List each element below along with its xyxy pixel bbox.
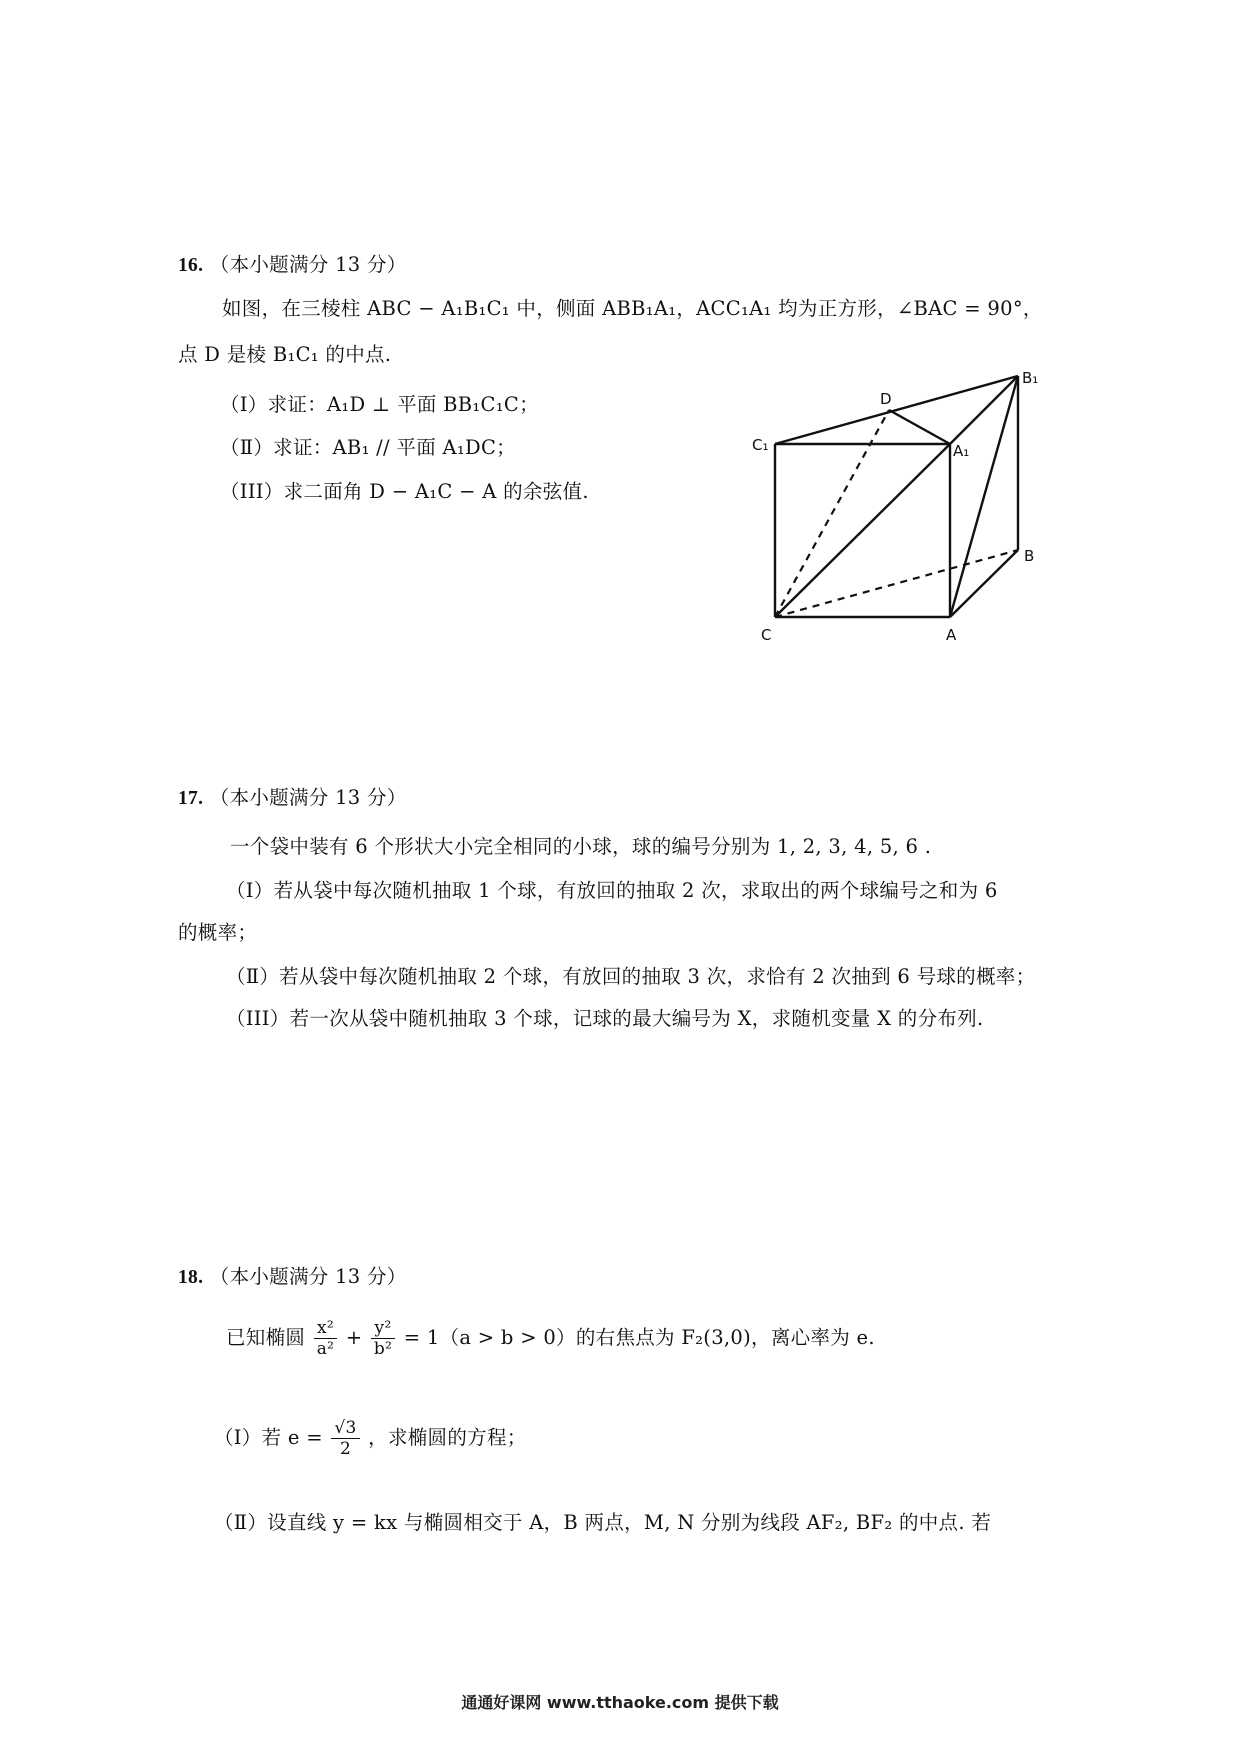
label-B: B [1024,547,1035,565]
fraction-denominator: 2 [339,1439,352,1459]
edge-DC-dashed [775,410,889,617]
q16-part3: （III）求二面角 D − A₁C − A 的余弦值. [220,480,589,503]
q18-stem-post: = 1（a > b > 0）的右焦点为 F₂(3,0)，离心率为 e. [403,1326,875,1349]
q16-header [178,250,407,281]
label-D: D [880,390,892,408]
q17-part1-line1: （Ⅰ）若从袋中每次随机抽取 1 个球，有放回的抽取 2 次，求取出的两个球编号之和为 6 [226,879,998,902]
q17-stem: 一个袋中装有 6 个形状大小完全相同的小球，球的编号分别为 1, 2, 3, 4, 5, 6 . [230,835,932,858]
edge-CB-dashed [775,550,1018,617]
q17-part2: （Ⅱ）若从袋中每次随机抽取 2 个球，有放回的抽取 3 次，求恰有 2 次抽到 6 号球的概率； [226,965,1036,988]
q16-score: （本小题满分 13 分） [209,253,407,276]
edge-A1C [775,444,950,617]
q18-stem-pre: 已知椭圆 [226,1326,306,1349]
edge-C1B1 [775,376,1018,444]
q17-number: 17. [178,788,204,809]
q17-score: （本小题满分 13 分） [209,786,407,809]
fraction-numerator: y² [371,1318,395,1339]
label-C1: C₁ [752,436,769,454]
q18-part2: （Ⅱ）设直线 y = kx 与椭圆相交于 A，B 两点，M, N 分别为线段 AF₂, BF₂ 的中点. 若 [214,1511,992,1534]
prism-figure [740,360,1080,654]
fraction-denominator: a² [316,1339,335,1359]
fraction-numerator: x² [314,1318,338,1339]
q18-part1-pre: （Ⅰ）若 e = [214,1426,323,1449]
page-footer: 通通好课网 www.tthaoke.com 提供下载 [461,1693,779,1712]
q18-part1 [214,1418,527,1459]
label-C: C [761,626,772,644]
edge-DA1 [889,410,950,444]
edge-AB1 [950,376,1018,617]
fraction-denominator: b² [373,1339,393,1359]
q17-header [178,783,407,814]
q18-stem [226,1318,875,1359]
q16-number: 16. [178,255,204,276]
q17-part3: （III）若一次从袋中随机抽取 3 个球，记球的最大编号为 X，求随机变量 X 的分布列. [226,1007,984,1030]
q18-header [178,1262,407,1293]
q16-part2: （Ⅱ）求证：AB₁ // 平面 A₁DC； [220,436,516,459]
fraction-numerator: √3 [331,1418,359,1439]
q16-stem-line1: 如图，在三棱柱 ABC − A₁B₁C₁ 中，侧面 ABB₁A₁，ACC₁A₁ 均为正方形，∠BAC = 90°， [222,297,1043,320]
label-A1: A₁ [953,442,970,460]
plus-sign: + [345,1326,363,1349]
q18-part1-post: ，求椭圆的方程； [368,1426,527,1449]
q17-part1-line2: 的概率； [178,921,258,944]
fraction-y2-b2 [371,1318,395,1359]
label-B1: B₁ [1022,369,1039,387]
fraction-x2-a2 [314,1318,338,1359]
q16-part1: （Ⅰ）求证：A₁D ⊥ 平面 BB₁C₁C； [220,393,539,416]
fraction-sqrt3-2 [331,1418,359,1459]
q18-number: 18. [178,1267,204,1288]
label-A: A [946,626,957,644]
q18-score: （本小题满分 13 分） [209,1265,407,1288]
q16-stem-line2: 点 D 是棱 B₁C₁ 的中点. [178,343,392,366]
